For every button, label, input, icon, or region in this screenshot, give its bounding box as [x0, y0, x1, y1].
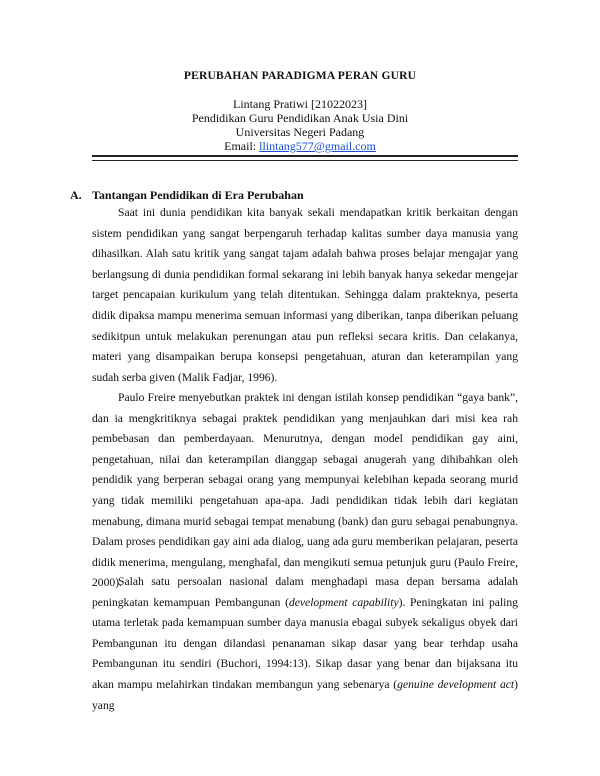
email-label: Email: [224, 139, 260, 153]
paragraph-3-block [92, 572, 518, 716]
document-title: PERUBAHAN PARADIGMA PERAN GURU [183, 70, 417, 82]
paragraph-3 [92, 572, 518, 716]
paragraph-3-text-c: ) yang [92, 677, 519, 712]
paragraph-3-text-b: ). Peningkatan ini paling utama terletak pada kemampuan sumber daya manusia ebagai subyek sekaligus obyek dari Pembangunan itu dengan dilandasi penanaman sikap dasar yang bear terhdap usaha Pembangunan itu sendiri (Buchori, 1994:13). Sikap dasar yang benar dan bijaksana itu akan mampu melahirkan tindakan membangun yang sebenarya ( [92, 595, 518, 691]
paragraph-3-term-development-capability: development capability [288, 595, 399, 609]
section-title: Tantangan Pendidikan di Era Perubahan [92, 188, 304, 202]
author-name: Lintang Pratiwi [21022023] [233, 97, 367, 111]
paragraph-2-block [92, 388, 518, 594]
paragraph-1-block [92, 203, 518, 388]
study-program: Pendidikan Guru Pendidikan Anak Usia Dini [191, 111, 409, 125]
email-line [0, 139, 600, 153]
header-divider-thick [92, 155, 518, 157]
paragraph-3-text-a: Salah satu persoalan nasional dalam menghadapi masa depan bersama adalah peningkatan kemampuan Pembangunan ( [92, 575, 518, 609]
paragraph-2: Paulo Freire menyebutkan praktek ini dengan istilah konsep pendidikan “gaya bank”, dan ia mengkritiknya sebagai praktek pendidikan yang menjauhkan dari misi kea rah pembebasan dan pemberdayaan. Menurutnya, dengan model pendidikan gay aini, pengetahuan, nilai dan keterampilan dianggap sebagai anugerah yang dihibahkan oleh pendidik yang berperan sebagai orang yang mempunyai kelebihan kepada seorang murid yang tidak memiliki pengetahuan apa-apa. Jadi pendidikan tidak lebih dari kegiatan menabung, dimana murid sebagai tempat menabung (bank) dan guru sebagai penabungnya. Dalam proses pendidikan gay aini ada dialog, uang ada guru memberikan pelajaran, peserta didik menerima, mengulang, menghafal, dan mengikuti semua petunjuk guru (Paulo Freire, 2000). [92, 391, 518, 590]
university-name: Universitas Negeri Padang [235, 125, 365, 139]
paragraph-3-term-genuine-development-act: genuine development act [397, 677, 515, 691]
header-divider-thin [92, 160, 518, 161]
section-number: A. [70, 188, 82, 202]
email-link[interactable]: llintang577@gmail.com [259, 139, 376, 153]
paragraph-1: Saat ini dunia pendidikan kita banyak sekali mendapatkan kritik berkaitan dengan sistem pendidikan yang sangat berpengaruh terhadap kalitas sumber daya manusia yang dihasilkan. Alah satu kritik yang sangat tajam adalah bahwa proses belajar mengajar yang berlangsung di dunia pendidikan formal sekarang ini lebih banyak hanya sekedar mengejar target pencapaian kurikulum yang telah ditentukan. Sehingga dalam prakteknya, peserta didik dipaksa mampu menerima semuan informasi yang diberikan, tanpa diberikan peluang sedikitpun untuk melakukan perenungan atau pun refleksi secara kritis. Dan celakanya, materi yang disampaikan berupa konsepsi pengetahuan, aturan dan keterampilan yang sudah serba given (Malik Fadjar, 1996). [92, 206, 518, 384]
section-heading [70, 188, 304, 203]
author-info [0, 97, 600, 153]
